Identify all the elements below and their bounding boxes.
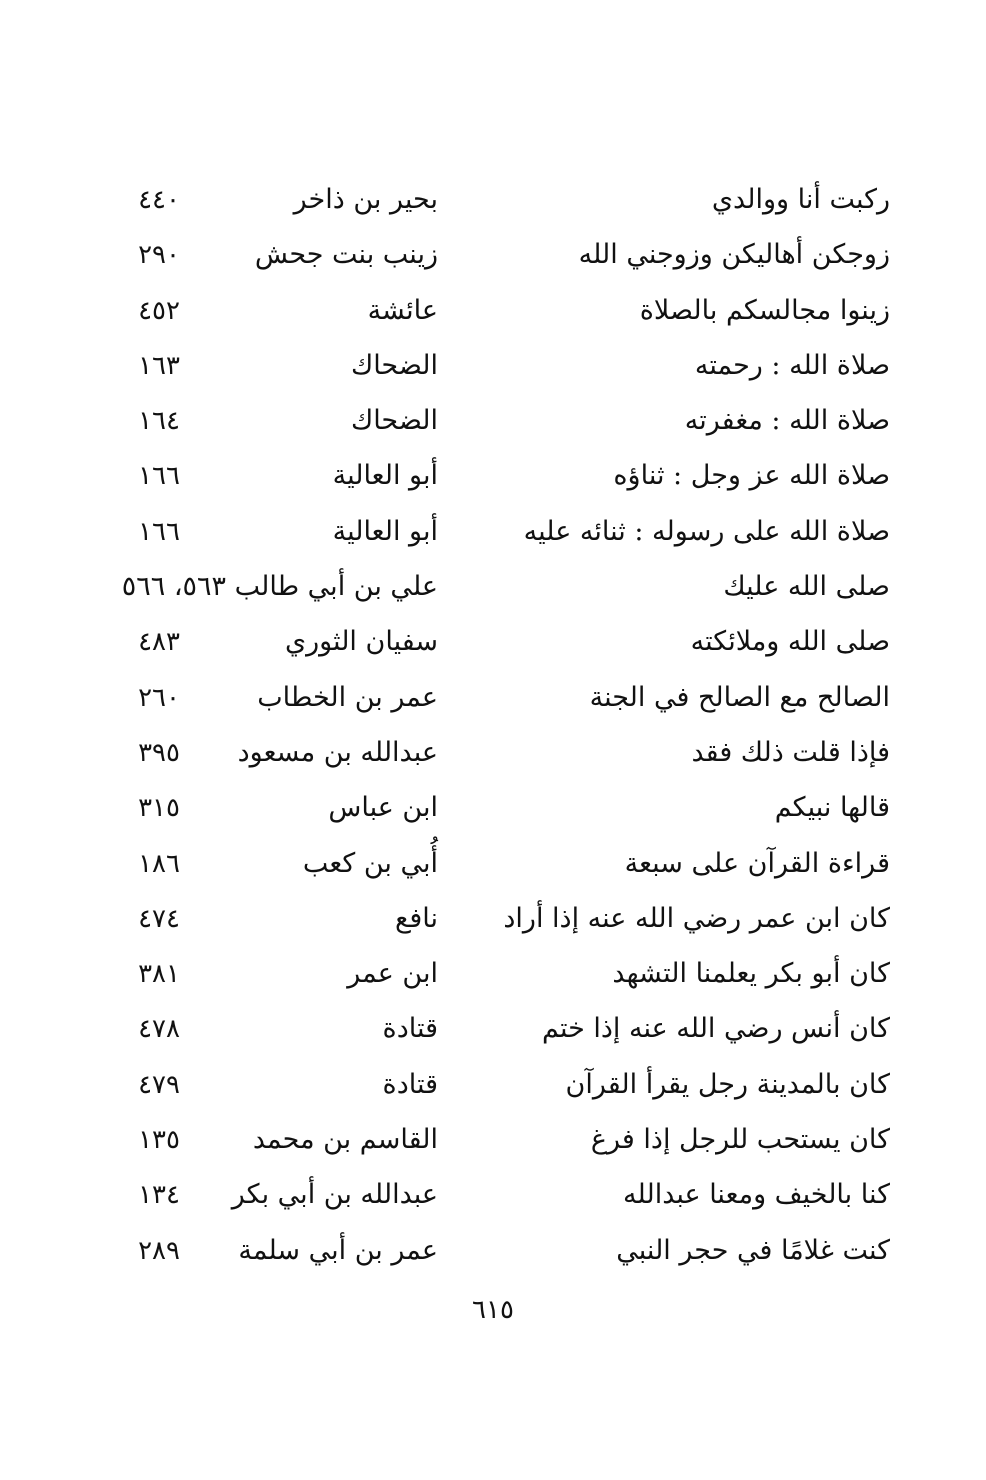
- narrator-name: أبو العالية: [332, 515, 438, 547]
- narrator-name: عائشة: [367, 294, 438, 326]
- page-reference: ٢٩٠: [138, 240, 180, 271]
- narrator-name: بحير بن ذاخر: [293, 184, 438, 215]
- index-row: [0, 1001, 986, 1056]
- narrator-name: الضحاك: [350, 349, 438, 381]
- hadith-phrase: الصالح مع الصالح في الجنة: [589, 681, 890, 713]
- index-row: [0, 1223, 986, 1278]
- hadith-index-table: [0, 172, 986, 1278]
- page-reference: ١٣٤: [138, 1180, 180, 1211]
- narrator-name: القاسم بن محمد: [252, 1124, 438, 1156]
- hadith-phrase: كنت غلامًا في حجر النبي: [616, 1234, 890, 1266]
- narrator-name: زينب بنت جحش: [254, 239, 438, 271]
- index-row: [0, 227, 986, 282]
- index-row: [0, 393, 986, 448]
- hadith-phrase: كان أنس رضي الله عنه إذا ختم: [541, 1013, 890, 1045]
- index-row: [0, 891, 986, 946]
- hadith-phrase: كان ابن عمر رضي الله عنه إذا أراد: [503, 902, 890, 934]
- page-reference: ٣٨١: [138, 959, 180, 990]
- page-reference: ٤٧٨: [138, 1014, 180, 1045]
- index-row: [0, 172, 986, 227]
- narrator-name: قتادة: [382, 1013, 438, 1045]
- hadith-phrase: كان أبو بكر يعلمنا التشهد: [612, 958, 890, 990]
- hadith-phrase: صلاة الله عز وجل : ثناؤه: [613, 460, 890, 492]
- narrator-name: أُبي بن كعب: [302, 847, 438, 879]
- hadith-phrase: كان يستحب للرجل إذا فرغ: [590, 1124, 890, 1156]
- page-reference: ٢٦٠: [138, 682, 180, 713]
- hadith-phrase: كنا بالخيف ومعنا عبدالله: [623, 1179, 890, 1211]
- narrator-name: قتادة: [382, 1068, 438, 1100]
- narrator-name: علي بن أبي طالب ٥٦٣، ٥٦٦: [121, 571, 438, 603]
- page-reference: ١٦٦: [138, 461, 180, 492]
- hadith-phrase: صلى الله وملائكته: [690, 626, 890, 658]
- narrator-name: عمر بن أبي سلمة: [238, 1234, 438, 1266]
- index-row: [0, 1057, 986, 1112]
- index-row: [0, 1167, 986, 1222]
- page-reference: ١٦٦: [138, 516, 180, 547]
- page-reference: ١٨٦: [138, 848, 180, 879]
- hadith-phrase: كان بالمدينة رجل يقرأ القرآن: [565, 1068, 890, 1100]
- index-row: [0, 559, 986, 614]
- index-row: [0, 670, 986, 725]
- index-row: [0, 836, 986, 891]
- narrator-name: ابن عمر: [347, 958, 438, 990]
- narrator-name: عبدالله بن أبي بكر: [231, 1179, 438, 1211]
- page-reference: ٣١٥: [138, 793, 180, 824]
- index-row: [0, 448, 986, 503]
- hadith-phrase: زوجكن أهاليكن وزوجني الله: [578, 239, 890, 271]
- page-reference: ١٦٣: [138, 350, 180, 381]
- page-reference: ٤٧٤: [138, 903, 180, 934]
- page-reference: ٢٨٩: [138, 1235, 180, 1266]
- page-reference: ٤٤٠: [138, 185, 180, 215]
- hadith-phrase: صلاة الله : رحمته: [694, 349, 890, 381]
- index-row: [0, 946, 986, 1001]
- narrator-name: عمر بن الخطاب: [257, 681, 438, 713]
- narrator-name: سفيان الثوري: [284, 626, 438, 658]
- index-row: [0, 780, 986, 835]
- index-row: [0, 338, 986, 393]
- narrator-name: الضحاك: [350, 405, 438, 437]
- narrator-name: أبو العالية: [332, 460, 438, 492]
- index-row: [0, 283, 986, 338]
- hadith-phrase: ركبت أنا ووالدي: [711, 184, 890, 215]
- hadith-phrase: زينوا مجالسكم بالصلاة: [639, 294, 890, 326]
- narrator-name: عبدالله بن مسعود: [237, 736, 438, 768]
- narrator-name: نافع: [394, 902, 438, 934]
- page-reference: ٤٥٢: [138, 295, 180, 326]
- page-reference: ١٣٥: [138, 1125, 180, 1156]
- page-reference: ٣٩٥: [138, 737, 180, 768]
- hadith-phrase: قراءة القرآن على سبعة: [624, 847, 890, 879]
- page-reference: ٤٨٣: [138, 627, 180, 658]
- index-row: [0, 614, 986, 669]
- index-row: [0, 725, 986, 780]
- page-number: ٦١٥: [472, 1295, 514, 1325]
- hadith-phrase: صلاة الله على رسوله : ثنائه عليه: [523, 515, 890, 547]
- hadith-phrase: صلاة الله : مغفرته: [684, 405, 890, 437]
- narrator-name: ابن عباس: [328, 792, 438, 824]
- page-reference: ٤٧٩: [138, 1069, 180, 1100]
- page-reference: ١٦٤: [138, 406, 180, 437]
- index-row: [0, 504, 986, 559]
- hadith-phrase: قالها نبيكم: [774, 792, 890, 824]
- index-row: [0, 1112, 986, 1167]
- hadith-phrase: صلى الله عليك: [723, 571, 890, 603]
- hadith-phrase: فإذا قلت ذلك فقد: [691, 736, 890, 768]
